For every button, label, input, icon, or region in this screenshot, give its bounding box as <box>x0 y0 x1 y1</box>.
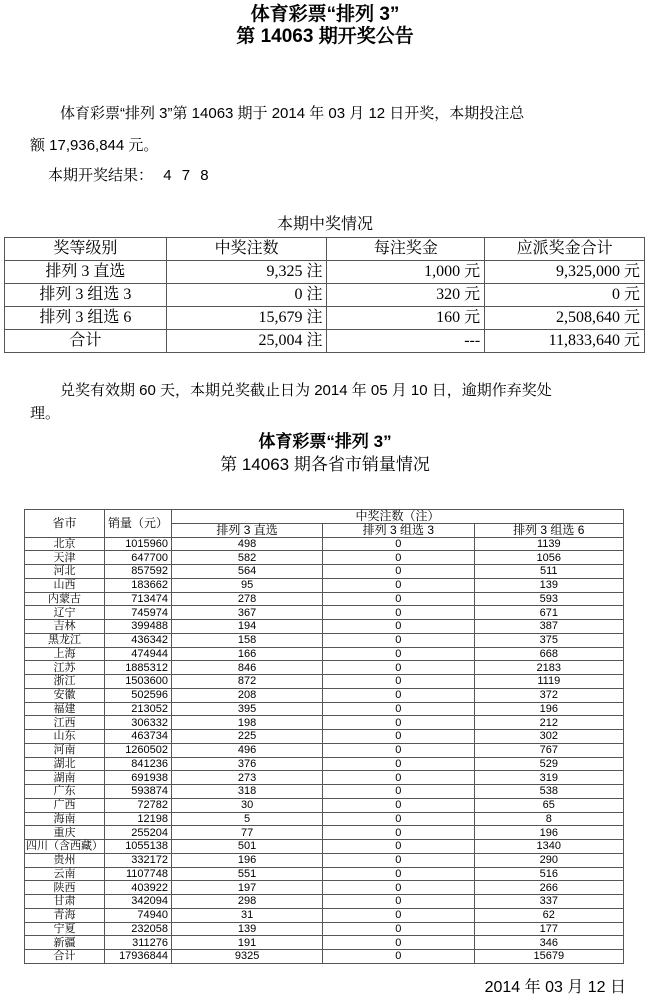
sales-province: 重庆 <box>25 826 105 840</box>
prize-total: 0 元 <box>485 284 645 307</box>
sales-province: 福建 <box>25 702 105 716</box>
page-subtitle: 第 14063 期开奖公告 <box>236 26 414 47</box>
sales-group3-count: 0 <box>323 757 474 771</box>
prize-header-count: 中奖注数 <box>166 238 327 261</box>
sales-amount: 213052 <box>105 702 172 716</box>
sales-header-sales: 销量（元） <box>105 510 172 538</box>
sales-group6-count: 529 <box>474 757 623 771</box>
sales-amount: 72782 <box>105 798 172 812</box>
sales-direct-count: 872 <box>172 675 323 689</box>
draw-result <box>48 166 209 186</box>
sales-province: 黑龙江 <box>25 633 105 647</box>
sales-group6-count: 346 <box>474 936 623 950</box>
prize-total: 11,833,640 元 <box>485 330 645 353</box>
sales-group3-count: 0 <box>323 620 474 634</box>
sales-row <box>25 757 624 771</box>
draw-result-label: 本期开奖结果： <box>48 167 154 184</box>
sales-group3-count: 0 <box>323 702 474 716</box>
sales-amount: 311276 <box>105 936 172 950</box>
sales-amount: 403922 <box>105 881 172 895</box>
sales-amount: 691938 <box>105 771 172 785</box>
prize-row <box>5 307 645 330</box>
sales-group6-count: 671 <box>474 606 623 620</box>
sales-header-row <box>25 510 624 524</box>
sales-province: 江苏 <box>25 661 105 675</box>
sales-group6-count: 15679 <box>474 950 623 964</box>
sales-group6-count: 538 <box>474 785 623 799</box>
intro-paragraph-line2: 额 17,936,844 元。 <box>30 137 159 154</box>
sales-group3-count: 0 <box>323 950 474 964</box>
sales-amount: 17936844 <box>105 950 172 964</box>
sales-group6-count: 511 <box>474 565 623 579</box>
sales-amount: 474944 <box>105 647 172 661</box>
sales-group6-count: 375 <box>474 633 623 647</box>
sales-row <box>25 716 624 730</box>
sales-row <box>25 551 624 565</box>
sales-group6-count: 8 <box>474 812 623 826</box>
sales-direct-count: 367 <box>172 606 323 620</box>
sales-group6-count: 372 <box>474 688 623 702</box>
sales-province: 河北 <box>25 565 105 579</box>
sales-amount: 74940 <box>105 908 172 922</box>
sales-amount: 502596 <box>105 688 172 702</box>
sales-group3-count: 0 <box>323 688 474 702</box>
sales-direct-count: 9325 <box>172 950 323 964</box>
sales-direct-count: 139 <box>172 922 323 936</box>
sales-group3-count: 0 <box>323 551 474 565</box>
sales-province: 贵州 <box>25 853 105 867</box>
sales-group3-count: 0 <box>323 647 474 661</box>
sales-row <box>25 702 624 716</box>
prize-table-caption: 本期中奖情况 <box>276 216 373 233</box>
sales-row <box>25 785 624 799</box>
sales-province: 湖南 <box>25 771 105 785</box>
sales-province: 陕西 <box>25 881 105 895</box>
sales-section-title: 体育彩票“排列 3” <box>258 432 392 451</box>
prize-row <box>5 284 645 307</box>
sales-row <box>25 675 624 689</box>
sales-group6-count: 337 <box>474 895 623 909</box>
sales-direct-count: 166 <box>172 647 323 661</box>
sales-group6-count: 1119 <box>474 675 623 689</box>
sales-group6-count: 1056 <box>474 551 623 565</box>
sales-province: 湖北 <box>25 757 105 771</box>
prize-amount: 160 元 <box>327 307 485 330</box>
sales-direct-count: 395 <box>172 702 323 716</box>
sales-direct-count: 158 <box>172 633 323 647</box>
sales-direct-count: 77 <box>172 826 323 840</box>
sales-direct-count: 846 <box>172 661 323 675</box>
sales-group3-count: 0 <box>323 785 474 799</box>
sales-direct-count: 208 <box>172 688 323 702</box>
sales-group3-count: 0 <box>323 867 474 881</box>
sales-direct-count: 298 <box>172 895 323 909</box>
sales-group6-count: 319 <box>474 771 623 785</box>
sales-amount: 306332 <box>105 716 172 730</box>
sales-row <box>25 826 624 840</box>
sales-group3-count: 0 <box>323 675 474 689</box>
sales-group3-count: 0 <box>323 895 474 909</box>
sales-province: 海南 <box>25 812 105 826</box>
sales-direct-count: 498 <box>172 537 323 551</box>
sales-row <box>25 743 624 757</box>
prize-amount: 320 元 <box>327 284 485 307</box>
sales-row <box>25 633 624 647</box>
sales-direct-count: 194 <box>172 620 323 634</box>
prize-count: 9,325 注 <box>166 261 327 284</box>
sales-direct-count: 198 <box>172 716 323 730</box>
sales-group6-count: 212 <box>474 716 623 730</box>
prize-total: 9,325,000 元 <box>485 261 645 284</box>
sales-row <box>25 606 624 620</box>
sales-province: 安徽 <box>25 688 105 702</box>
sales-direct-count: 197 <box>172 881 323 895</box>
sales-subheader-group6: 排列 3 组选 6 <box>474 523 623 537</box>
sales-header-province: 省市 <box>25 510 105 538</box>
sales-row <box>25 798 624 812</box>
sales-amount: 713474 <box>105 592 172 606</box>
notice-line1: 兑奖有效期 60 天，本期兑奖截止日为 2014 年 05 月 10 日，逾期作弃奖处 <box>60 382 552 399</box>
sales-row <box>25 620 624 634</box>
sales-direct-count: 496 <box>172 743 323 757</box>
sales-amount: 1260502 <box>105 743 172 757</box>
sales-amount: 593874 <box>105 785 172 799</box>
sales-group3-count: 0 <box>323 730 474 744</box>
sales-amount: 232058 <box>105 922 172 936</box>
intro-paragraph-line1: 体育彩票“排列 3”第 14063 期于 2014 年 03 月 12 日开奖，本期投注总 <box>60 105 525 122</box>
sales-group3-count: 0 <box>323 826 474 840</box>
sales-amount: 841236 <box>105 757 172 771</box>
sales-row <box>25 922 624 936</box>
prize-level: 合计 <box>5 330 167 353</box>
sales-subheader-direct: 排列 3 直选 <box>172 523 323 537</box>
sales-province: 四川（含西藏） <box>26 840 103 853</box>
sales-province: 山西 <box>25 578 105 592</box>
sales-direct-count: 191 <box>172 936 323 950</box>
sales-direct-count: 31 <box>172 908 323 922</box>
sales-row <box>25 936 624 950</box>
sales-row <box>25 771 624 785</box>
sales-header-group: 中奖注数（注） <box>172 510 624 524</box>
prize-count: 25,004 注 <box>166 330 327 353</box>
prize-row-total <box>5 330 645 353</box>
sales-group6-count: 177 <box>474 922 623 936</box>
sales-direct-count: 30 <box>172 798 323 812</box>
sales-amount: 183662 <box>105 578 172 592</box>
sales-direct-count: 501 <box>172 840 323 854</box>
sales-province: 青海 <box>25 908 105 922</box>
sales-group3-count: 0 <box>323 840 474 854</box>
sales-group6-count: 290 <box>474 853 623 867</box>
sales-group3-count: 0 <box>323 922 474 936</box>
sales-subheader-group3: 排列 3 组选 3 <box>323 523 474 537</box>
prize-level: 排列 3 组选 6 <box>5 307 167 330</box>
sales-group3-count: 0 <box>323 771 474 785</box>
sales-province: 山东 <box>25 730 105 744</box>
sales-direct-count: 278 <box>172 592 323 606</box>
sales-amount: 436342 <box>105 633 172 647</box>
sales-group3-count: 0 <box>323 812 474 826</box>
sales-amount: 1503600 <box>105 675 172 689</box>
sales-group3-count: 0 <box>323 881 474 895</box>
prize-amount: 1,000 元 <box>327 261 485 284</box>
prize-header-level: 奖等级别 <box>5 238 167 261</box>
sales-direct-count: 318 <box>172 785 323 799</box>
sales-row <box>25 661 624 675</box>
sales-group3-count: 0 <box>323 592 474 606</box>
sales-group6-count: 62 <box>474 908 623 922</box>
sales-group3-count: 0 <box>323 743 474 757</box>
sales-amount: 647700 <box>105 551 172 565</box>
prize-row <box>5 261 645 284</box>
sales-row-total <box>25 950 624 964</box>
sales-amount: 1015960 <box>105 537 172 551</box>
sales-group3-count: 0 <box>323 565 474 579</box>
sales-group6-count: 65 <box>474 798 623 812</box>
sales-amount: 12198 <box>105 812 172 826</box>
sales-province: 新疆 <box>25 936 105 950</box>
sales-table <box>24 509 624 964</box>
sales-row <box>25 592 624 606</box>
prize-table-header-row <box>5 238 645 261</box>
sales-group3-count: 0 <box>323 606 474 620</box>
page-title: 体育彩票“排列 3” <box>250 4 400 25</box>
sales-group6-count: 266 <box>474 881 623 895</box>
sales-province: 云南 <box>25 867 105 881</box>
sales-group3-count: 0 <box>323 716 474 730</box>
sales-amount: 255204 <box>105 826 172 840</box>
sales-province: 吉林 <box>25 620 105 634</box>
sales-group6-count: 196 <box>474 702 623 716</box>
sales-group6-count: 196 <box>474 826 623 840</box>
sales-group6-count: 1340 <box>474 840 623 854</box>
sales-amount: 1055138 <box>105 840 172 854</box>
sales-group3-count: 0 <box>323 798 474 812</box>
sales-group3-count: 0 <box>323 936 474 950</box>
sales-row <box>25 730 624 744</box>
sales-group3-count: 0 <box>323 908 474 922</box>
sales-row <box>25 840 624 854</box>
prize-count: 0 注 <box>166 284 327 307</box>
sales-amount: 745974 <box>105 606 172 620</box>
sales-group3-count: 0 <box>323 633 474 647</box>
sales-amount: 332172 <box>105 853 172 867</box>
sales-direct-count: 5 <box>172 812 323 826</box>
sales-row <box>25 881 624 895</box>
sales-group3-count: 0 <box>323 853 474 867</box>
sales-province: 辽宁 <box>25 606 105 620</box>
sales-province: 浙江 <box>25 675 105 689</box>
sales-direct-count: 376 <box>172 757 323 771</box>
sales-province: 河南 <box>25 743 105 757</box>
notice-line2: 理。 <box>30 405 61 422</box>
sales-amount: 1885312 <box>105 661 172 675</box>
sales-province: 广东 <box>25 785 105 799</box>
sales-amount: 342094 <box>105 895 172 909</box>
sales-direct-count: 273 <box>172 771 323 785</box>
footer-date: 2014 年 03 月 12 日 <box>484 979 626 996</box>
sales-amount: 463734 <box>105 730 172 744</box>
sales-section-subtitle: 第 14063 期各省市销量情况 <box>220 455 430 474</box>
prize-total: 2,508,640 元 <box>485 307 645 330</box>
sales-amount: 857592 <box>105 565 172 579</box>
sales-province: 内蒙古 <box>25 592 105 606</box>
sales-row <box>25 537 624 551</box>
sales-province: 北京 <box>25 537 105 551</box>
sales-group3-count: 0 <box>323 537 474 551</box>
sales-direct-count: 564 <box>172 565 323 579</box>
sales-row <box>25 688 624 702</box>
sales-row <box>25 647 624 661</box>
prize-level: 排列 3 直选 <box>5 261 167 284</box>
sales-group6-count: 593 <box>474 592 623 606</box>
sales-province: 上海 <box>25 647 105 661</box>
prize-amount: --- <box>327 330 485 353</box>
sales-group3-count: 0 <box>323 578 474 592</box>
sales-province: 甘肃 <box>25 895 105 909</box>
sales-province: 宁夏 <box>25 922 105 936</box>
sales-direct-count: 196 <box>172 853 323 867</box>
sales-row <box>25 565 624 579</box>
sales-row <box>25 853 624 867</box>
sales-amount: 1107748 <box>105 867 172 881</box>
sales-direct-count: 95 <box>172 578 323 592</box>
sales-row <box>25 908 624 922</box>
prize-header-total: 应派奖金合计 <box>485 238 645 261</box>
sales-province: 合计 <box>25 950 105 964</box>
sales-province: 广西 <box>25 798 105 812</box>
sales-direct-count: 582 <box>172 551 323 565</box>
draw-result-numbers: 4 7 8 <box>163 167 209 184</box>
sales-row <box>25 895 624 909</box>
sales-row <box>25 812 624 826</box>
sales-group6-count: 1139 <box>474 537 623 551</box>
prize-count: 15,679 注 <box>166 307 327 330</box>
sales-group3-count: 0 <box>323 661 474 675</box>
sales-row <box>25 578 624 592</box>
prize-table <box>4 237 645 353</box>
sales-province: 江西 <box>25 716 105 730</box>
prize-level: 排列 3 组选 3 <box>5 284 167 307</box>
sales-group6-count: 2183 <box>474 661 623 675</box>
sales-group6-count: 387 <box>474 620 623 634</box>
sales-group6-count: 767 <box>474 743 623 757</box>
sales-row <box>25 867 624 881</box>
sales-amount: 399488 <box>105 620 172 634</box>
prize-header-amount: 每注奖金 <box>327 238 485 261</box>
sales-province: 天津 <box>25 551 105 565</box>
sales-group6-count: 139 <box>474 578 623 592</box>
sales-group6-count: 516 <box>474 867 623 881</box>
sales-direct-count: 225 <box>172 730 323 744</box>
sales-group6-count: 668 <box>474 647 623 661</box>
sales-group6-count: 302 <box>474 730 623 744</box>
sales-direct-count: 551 <box>172 867 323 881</box>
